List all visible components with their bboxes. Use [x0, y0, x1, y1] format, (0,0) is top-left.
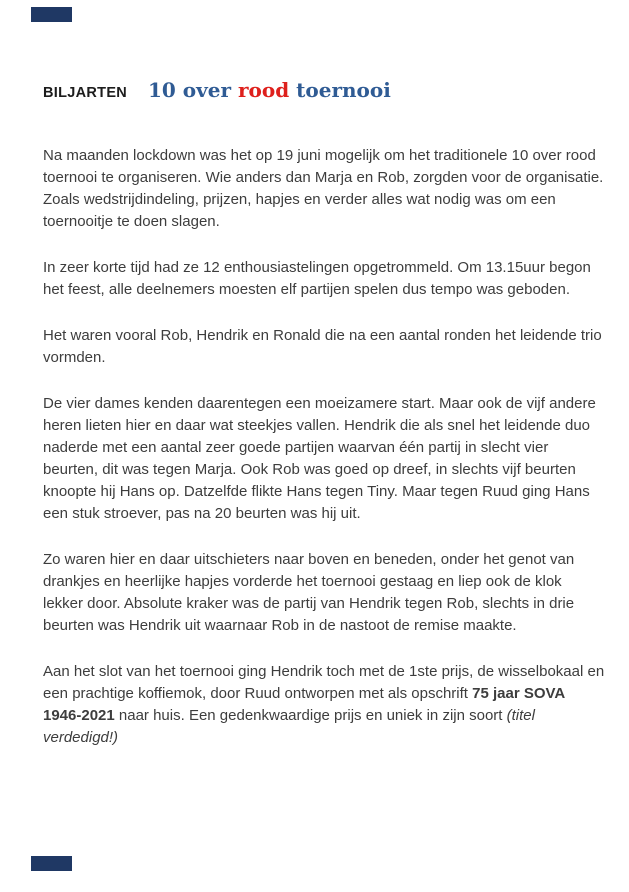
closing-text-after-bold: naar huis. Een gedenkwaardige prijs en uniek in zijn soort	[114, 707, 507, 724]
article-paragraph-3: Het waren vooral Rob, Hendrik en Ronald die na een aantal ronden het leidende trio vormden.	[43, 327, 602, 366]
article-paragraph-1: Na maanden lockdown was het op 19 juni mogelijk om het traditionele 10 over rood toernooi te organiseren. Wie anders dan Marja en Rob, zorgden voor de organisatie. Zoals wedstrijdindeling, prijzen, hapjes en verder alles wat nodig was om een toernooitje te doen slagen.	[43, 147, 604, 230]
page-corner-mark-top	[31, 7, 72, 22]
article-header	[43, 77, 605, 106]
article-paragraph-6	[43, 661, 605, 749]
title-text-blue-2: toernooi	[289, 78, 391, 102]
section-label: BILJARTEN	[43, 85, 128, 101]
article-paragraph-4: De vier dames kenden daarentegen een moeizamere start. Maar ook de vijf andere heren lieten hier en daar wat steekjes vallen. Hendrik die als snel het leidende duo naderde met een aantal zeer goede partijen waarvan één partij in slecht vier beurten, dit was tegen Marja. Ook Rob was goed op dreef, in slechts vijf beurten knoopte hij Hans op. Datzelfde flikte Hans tegen Tiny. Maar tegen Ruud ging Hans een stuk stroever, pas na 20 beurten was hij uit.	[43, 395, 596, 522]
article-paragraph-2: In zeer korte tijd had ze 12 enthousiastelingen opgetrommeld. Om 13.15uur begon het feest, alle deelnemers moesten elf partijen spelen dus tempo was geboden.	[43, 259, 591, 298]
closing-text-before-bold: Aan het slot van het toernooi ging Hendrik toch met de 1ste prijs, de wisselbokaal en een prachtige koffiemok, door Ruud ontworpen met als opschrift	[43, 663, 605, 702]
title-defended-note: (titel verdedigd!)	[43, 707, 535, 746]
prize-inscription-bold: 75 jaar SOVA 1946-2021	[43, 685, 565, 724]
title-text-blue-1: 10 over	[148, 78, 238, 102]
article-paragraph-5: Zo waren hier en daar uitschieters naar boven en beneden, onder het genot van drankjes en heerlijke hapjes vorderde het toernooi gestaag en liep ook de klok lekker door. Absolute kraker was de partij van Hendrik tegen Rob, slechts in drie beurten was Hendrik uit waarnaar Rob in de nastoot de remise maakte.	[43, 551, 575, 634]
article-body	[43, 145, 605, 749]
article-title	[148, 77, 391, 103]
article-content	[43, 77, 605, 749]
title-word-red: rood	[237, 78, 290, 102]
page-corner-mark-bottom	[31, 856, 72, 871]
